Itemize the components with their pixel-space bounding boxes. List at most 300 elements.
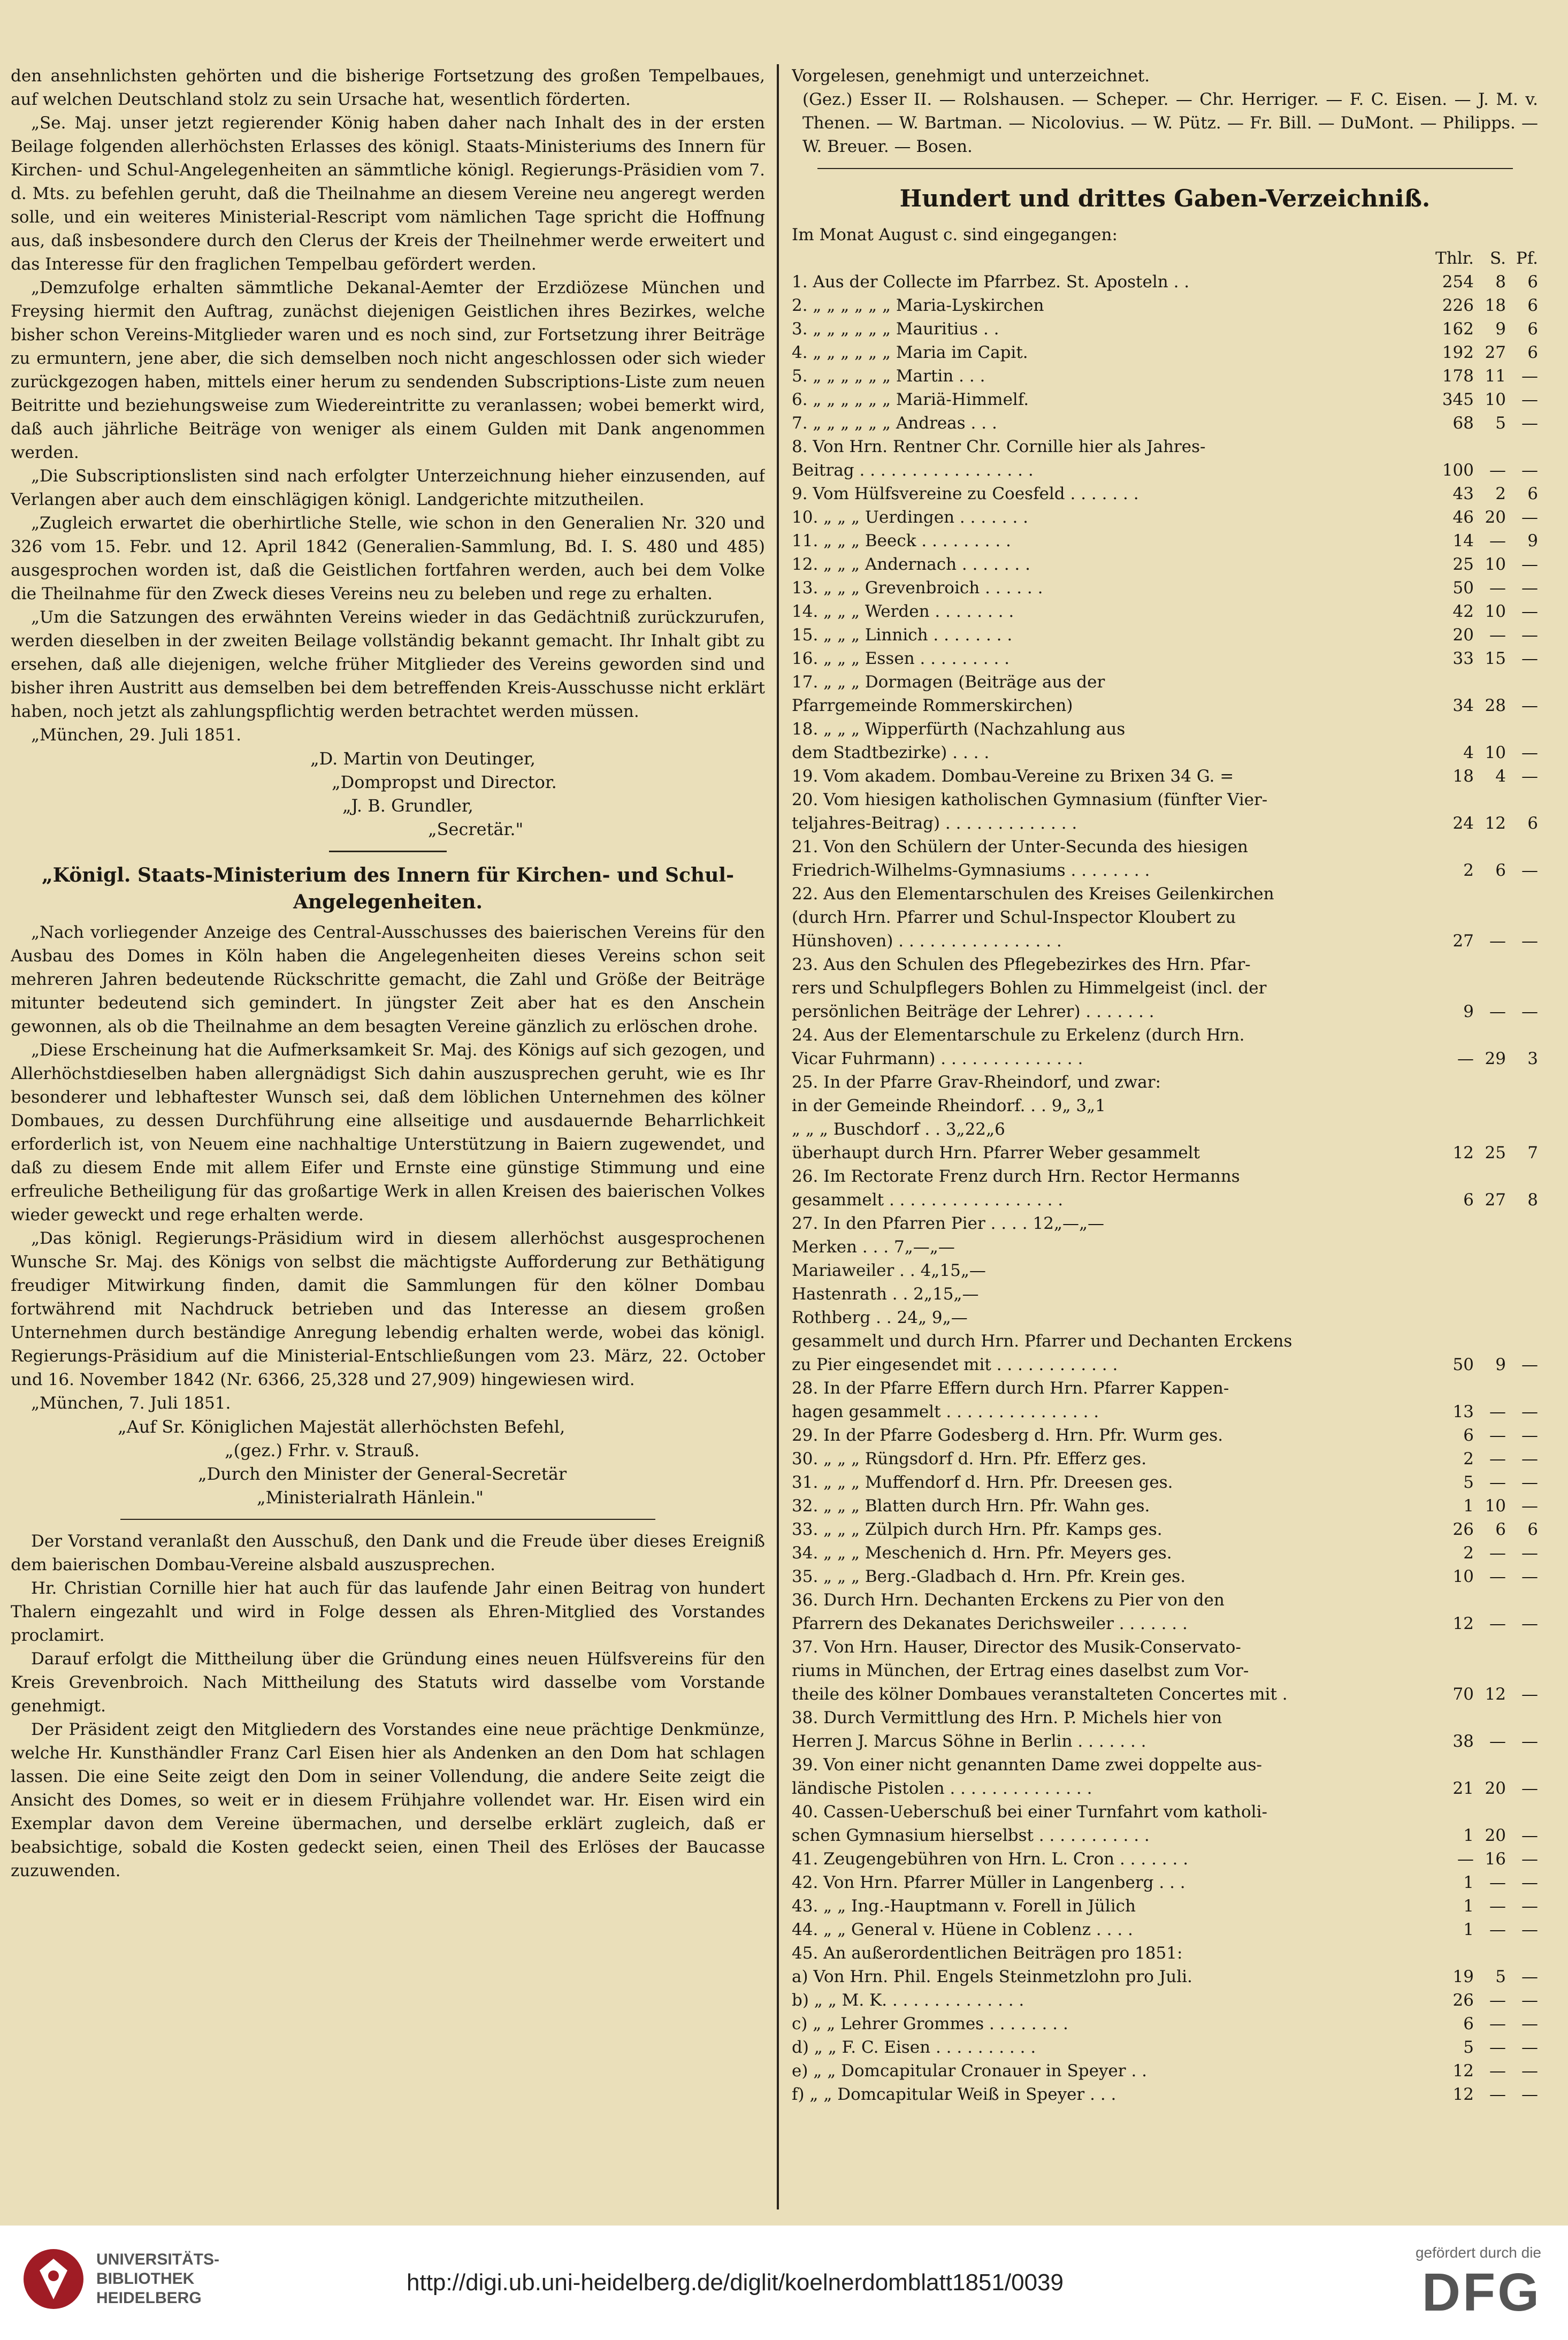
row-text: ländische Pistolen . . . . . . . . . . . . . . xyxy=(792,1779,1092,1798)
row-thlr: 1 xyxy=(1463,1496,1474,1516)
university-seal-icon xyxy=(21,2247,86,2311)
row-s xyxy=(1474,1329,1506,1353)
row-s: 10 xyxy=(1485,390,1506,409)
row-s xyxy=(1474,1282,1506,1306)
row-s: — xyxy=(1489,1991,1506,2010)
row-pf xyxy=(1506,1329,1538,1353)
row-text: Pfarrgemeinde Rommerskirchen) xyxy=(792,696,1073,715)
row-pf: — xyxy=(1521,1732,1538,1751)
row-text: 20. Vom hiesigen katholischen Gymnasium (fünfter Vier- xyxy=(792,790,1268,809)
row-pf xyxy=(1506,1118,1538,1141)
row-pf: — xyxy=(1521,366,1538,386)
row-thlr: 5 xyxy=(1463,2038,1474,2057)
row-thlr xyxy=(1423,1941,1474,1965)
row-s: 20 xyxy=(1485,1826,1506,1845)
row-s: — xyxy=(1489,1402,1506,1421)
table-row xyxy=(792,953,1538,976)
row-s xyxy=(1474,1588,1506,1612)
row-thlr: 46 xyxy=(1452,508,1474,527)
row-pf: 3 xyxy=(1527,1049,1538,1068)
row-text: 5. „ „ „ „ „ „ Martin . . . xyxy=(792,366,985,386)
row-s: 12 xyxy=(1485,814,1506,833)
table-row xyxy=(792,2036,1538,2059)
row-thlr: 12 xyxy=(1452,2061,1474,2081)
table-row xyxy=(792,1282,1538,1306)
table-row xyxy=(792,1235,1538,1259)
section-rule xyxy=(329,851,447,852)
row-thlr: 26 xyxy=(1452,1520,1474,1539)
table-row xyxy=(792,976,1538,1000)
row-thlr: 19 xyxy=(1452,1967,1474,1986)
row-text: 3. „ „ „ „ „ „ Mauritius . . xyxy=(792,319,999,339)
row-text: 1. Aus der Collecte im Pfarrbez. St. Aposteln . . xyxy=(792,272,1190,292)
paragraph: „München, 7. Juli 1851. xyxy=(31,1394,231,1413)
row-s: — xyxy=(1489,578,1506,598)
row-s: 2 xyxy=(1495,484,1506,503)
row-pf xyxy=(1506,1282,1538,1306)
row-text: zu Pier eingesendet mit . . . . . . . . . . . . xyxy=(792,1355,1118,1374)
row-text: dem Stadtbezirke) . . . . xyxy=(792,743,990,762)
row-s xyxy=(1474,953,1506,976)
row-pf: 7 xyxy=(1527,1143,1538,1163)
row-text: 33. „ „ „ Zülpich durch Hrn. Pfr. Kamps ges. xyxy=(792,1520,1162,1539)
right-column xyxy=(792,64,1538,2106)
row-pf: — xyxy=(1521,649,1538,668)
row-thlr xyxy=(1423,1070,1474,1094)
row-thlr xyxy=(1423,1329,1474,1353)
row-s: — xyxy=(1489,531,1506,550)
row-s xyxy=(1474,1259,1506,1282)
row-s xyxy=(1474,976,1506,1000)
row-thlr xyxy=(1423,1235,1474,1259)
row-thlr: 27 xyxy=(1452,931,1474,951)
row-thlr xyxy=(1423,976,1474,1000)
row-text: 11. „ „ „ Beeck . . . . . . . . . xyxy=(792,531,1011,550)
row-pf: — xyxy=(1521,1826,1538,1845)
table-row xyxy=(792,1188,1538,1212)
row-s: 20 xyxy=(1485,1779,1506,1798)
table-row xyxy=(792,1118,1538,1141)
table-row xyxy=(792,1400,1538,1424)
row-thlr: 345 xyxy=(1442,390,1474,409)
table-row xyxy=(792,670,1538,694)
row-pf: 6 xyxy=(1527,272,1538,292)
row-text: gesammelt und durch Hrn. Pfarrer und Dechanten Erckens xyxy=(792,1332,1292,1351)
row-s xyxy=(1474,1094,1506,1118)
row-pf xyxy=(1506,1753,1538,1777)
paragraph: „München, 29. Juli 1851. xyxy=(31,725,242,745)
row-s xyxy=(1474,1659,1506,1683)
row-thlr xyxy=(1423,1706,1474,1730)
row-thlr xyxy=(1423,1800,1474,1824)
donation-list xyxy=(792,270,1538,2106)
signature-line: „Dompropst und Director. xyxy=(332,772,557,792)
row-s xyxy=(1474,1165,1506,1188)
paragraph: den ansehnlichsten gehörten und die bisherige Fortsetzung des großen Tempelbaues, auf welchen Deutschland stolz zu sein Ursache hat, wesentlich förderten. xyxy=(11,66,765,109)
row-thlr: 25 xyxy=(1452,555,1474,574)
row-pf: — xyxy=(1521,625,1538,645)
row-text: 22. Aus den Elementarschulen des Kreises Geilenkirchen xyxy=(792,884,1274,904)
row-s: 27 xyxy=(1485,1190,1506,1210)
row-text: 18. „ „ „ Wipperfürth (Nachzahlung aus xyxy=(792,720,1126,739)
table-row xyxy=(792,929,1538,953)
row-thlr: 34 xyxy=(1452,696,1474,715)
row-pf xyxy=(1506,1306,1538,1329)
row-thlr: 6 xyxy=(1463,2014,1474,2033)
ub-line: BIBLIOTHEK xyxy=(96,2270,195,2288)
row-s: — xyxy=(1489,1543,1506,1563)
row-thlr: 6 xyxy=(1463,1426,1474,1445)
row-thlr: 12 xyxy=(1452,1143,1474,1163)
row-pf: — xyxy=(1521,602,1538,621)
row-text: 10. „ „ „ Uerdingen . . . . . . . xyxy=(792,508,1029,527)
row-thlr xyxy=(1423,1306,1474,1329)
table-row xyxy=(792,1635,1538,1659)
row-pf: — xyxy=(1521,1967,1538,1986)
row-text: 24. Aus der Elementarschule zu Erkelenz (durch Hrn. xyxy=(792,1026,1245,1045)
row-s: — xyxy=(1489,625,1506,645)
paragraph: „Demzufolge erhalten sämmtliche Dekanal-Aemter der Erzdiözese München und Freysing hiermit den Auftrag, zunächst diejenigen Geistlichen ihres Bezirkes, welche bisher schon Vereins-Mitglieder waren und es noch sind, zur Fortsetzung ihrer Beiträge zu ermuntern, jene aber, die sich demselben noch nicht angeschlossen oder sich wieder zurückgezogen haben, mittels einer herum zu sendenden Subscriptions-Liste zum neuen Beitritte und beziehungsweise zum Wiedereintritte zu veranlassen; wobei bemerkt wird, daß auch jährliche Beiträge von weniger als einem Gulden mit Dank angenommen werden. xyxy=(11,278,765,462)
row-text: 4. „ „ „ „ „ „ Maria im Capit. xyxy=(792,343,1028,362)
table-row xyxy=(792,1047,1538,1070)
row-pf: — xyxy=(1521,555,1538,574)
row-s: — xyxy=(1489,1897,1506,1916)
left-paragraphs-1 xyxy=(11,64,765,747)
paragraph: Der Präsident zeigt den Mitgliedern des Vorstandes eine neue prächtige Denkmünze, welche Hr. Kunsthändler Franz Carl Eisen hier als Andenken an den Dom hat schlagen lassen. Die eine Seite zeigt den Dom in seiner Vollendung, die andere Seite zeigt die Ansicht des Domes, so weit er in diesem Frühjahre vollendet war. Hr. Eisen wird ein Exemplar davon dem Vereine übermachen, und derselbe erklärt zugleich, daß er beabsichtige, sobald die Kosten gedeckt seien, einen Theil des Erlöses der Baucasse zuzuwenden. xyxy=(11,1720,765,1880)
row-text: schen Gymnasium hierselbst . . . . . . . . . . . xyxy=(792,1826,1150,1845)
row-s: 15 xyxy=(1485,649,1506,668)
row-thlr xyxy=(1423,717,1474,741)
row-pf: — xyxy=(1521,1426,1538,1445)
row-pf: — xyxy=(1521,1991,1538,2010)
row-pf: — xyxy=(1521,2014,1538,2033)
row-text: 45. An außerordentlichen Beiträgen pro 1851: xyxy=(792,1944,1183,1963)
table-row xyxy=(792,1165,1538,1188)
row-s: 5 xyxy=(1495,1967,1506,1986)
table-row xyxy=(792,270,1538,294)
row-pf: 9 xyxy=(1527,531,1538,550)
ub-line: HEIDELBERG xyxy=(96,2289,202,2307)
row-s: — xyxy=(1489,461,1506,480)
row-s xyxy=(1474,1941,1506,1965)
row-text: 36. Durch Hrn. Dechanten Erckens zu Pier von den xyxy=(792,1590,1225,1610)
row-text: Herren J. Marcus Söhne in Berlin . . . . . . . xyxy=(792,1732,1146,1751)
table-row xyxy=(792,1353,1538,1377)
table-row xyxy=(792,835,1538,859)
row-text: 28. In der Pfarre Effern durch Hrn. Pfarrer Kappen- xyxy=(792,1379,1229,1398)
left-paragraphs-3 xyxy=(11,1530,765,1883)
row-pf xyxy=(1506,1706,1538,1730)
row-pf xyxy=(1506,835,1538,859)
row-s: — xyxy=(1489,1473,1506,1492)
row-pf xyxy=(1506,1588,1538,1612)
row-thlr xyxy=(1423,1212,1474,1235)
table-row xyxy=(792,1377,1538,1400)
table-row xyxy=(792,882,1538,906)
row-thlr xyxy=(1423,835,1474,859)
row-thlr: — xyxy=(1457,1049,1474,1068)
row-text: 31. „ „ „ Muffendorf d. Hrn. Pfr. Dreesen ges. xyxy=(792,1473,1173,1492)
row-s: — xyxy=(1489,1002,1506,1021)
row-text: Vicar Fuhrmann) . . . . . . . . . . . . . . xyxy=(792,1049,1083,1068)
row-thlr xyxy=(1423,1635,1474,1659)
row-text: b) „ „ M. K. . . . . . . . . . . . . . xyxy=(792,1991,1024,2010)
table-row xyxy=(792,1989,1538,2012)
row-pf xyxy=(1506,906,1538,929)
row-s xyxy=(1474,1753,1506,1777)
row-thlr xyxy=(1423,1659,1474,1683)
row-s xyxy=(1474,1212,1506,1235)
row-text: (durch Hrn. Pfarrer und Schul-Inspector Kloubert zu xyxy=(792,908,1236,927)
row-text: 30. „ „ „ Rüngsdorf d. Hrn. Pfr. Efferz ges. xyxy=(792,1449,1147,1469)
table-row xyxy=(792,1941,1538,1965)
row-thlr xyxy=(1423,1259,1474,1282)
table-row xyxy=(792,1777,1538,1800)
signature-line: „D. Martin von Deutinger, xyxy=(310,748,536,769)
paragraph: „Die Subscriptionslisten sind nach erfolgter Unterzeichnung hieher einzusenden, auf Verlangen aber auch dem einschlägigen königl. Landgerichte mitzutheilen. xyxy=(11,467,765,509)
row-text: in der Gemeinde Rheindorf. . . 9„ 3„1 xyxy=(792,1096,1106,1115)
row-thlr: 14 xyxy=(1452,531,1474,550)
funded-by-label: gefördert durch die xyxy=(1415,2244,1541,2261)
row-pf: — xyxy=(1521,578,1538,598)
table-row xyxy=(792,1683,1538,1706)
table-row xyxy=(792,764,1538,788)
footer-bar xyxy=(0,2226,1568,2340)
row-pf xyxy=(1506,1377,1538,1400)
row-text: „ „ „ Buschdorf . . 3„22„6 xyxy=(792,1120,1005,1139)
row-thlr: 6 xyxy=(1463,1190,1474,1210)
left-paragraphs-2 xyxy=(11,921,765,1415)
row-thlr: 12 xyxy=(1452,1614,1474,1633)
section-rule xyxy=(817,168,1513,169)
row-pf: — xyxy=(1521,1685,1538,1704)
row-s: — xyxy=(1489,2014,1506,2033)
paragraph: (Gez.) Esser II. — Rolshausen. — Scheper. — Chr. Herriger. — F. C. Eisen. — J. M. v. Thenen. — W. Bartman. — Nicolovius. — W. Pütz. — Fr. Bill. — DuMont. — Philipps. — W. Breuer. — Bosen. xyxy=(802,90,1538,156)
table-row xyxy=(792,623,1538,647)
row-s: 28 xyxy=(1485,696,1506,715)
row-pf: — xyxy=(1521,2085,1538,2104)
paragraph: „Se. Maj. unser jetzt regierender König haben daher nach Inhalt des in der ersten Beilage folgenden allerhöchsten Erlasses des königl. Staats-Ministeriums des Innern für Kirchen- und Schul-Angelegenheiten an sämmtliche königl. Regierungs-Präsidien vom 7. d. Mts. zu befehlen geruht, daß die Theilnahme an diesem Vereine neu angeregt werden solle, und ein weiteres Ministerial-Rescript vom nämlichen Tage spricht die Hoffnung aus, daß insbesondere durch den Clerus der Kreis der Theilnehmer werde erweitert und das Interesse für den fraglichen Tempelbau gefördert werden. xyxy=(11,113,765,274)
row-thlr: 2 xyxy=(1463,861,1474,880)
row-pf: — xyxy=(1521,1402,1538,1421)
row-thlr: 26 xyxy=(1452,1991,1474,2010)
row-s: 10 xyxy=(1485,555,1506,574)
row-thlr xyxy=(1423,670,1474,694)
row-pf: 6 xyxy=(1527,1520,1538,1539)
row-text: 32. „ „ „ Blatten durch Hrn. Pfr. Wahn ges. xyxy=(792,1496,1150,1516)
row-thlr: 10 xyxy=(1452,1567,1474,1586)
row-text: 14. „ „ „ Werden . . . . . . . . xyxy=(792,602,1014,621)
row-text: 2. „ „ „ „ „ „ Maria-Lyskirchen xyxy=(792,296,1044,315)
row-thlr: 5 xyxy=(1463,1473,1474,1492)
row-pf: — xyxy=(1521,1002,1538,1021)
table-row xyxy=(792,1565,1538,1588)
table-row xyxy=(792,694,1538,717)
row-pf: — xyxy=(1521,1355,1538,1374)
row-s xyxy=(1474,1800,1506,1824)
row-s: — xyxy=(1489,1449,1506,1469)
row-s: — xyxy=(1489,931,1506,951)
row-thlr: 13 xyxy=(1452,1402,1474,1421)
column-divider xyxy=(777,64,779,2209)
dfg-mark: DFG xyxy=(1421,2262,1541,2322)
table-row xyxy=(792,1494,1538,1518)
row-thlr: 21 xyxy=(1452,1779,1474,1798)
table-row xyxy=(792,1541,1538,1565)
row-thlr: 254 xyxy=(1442,272,1474,292)
table-row xyxy=(792,1824,1538,1847)
row-pf: — xyxy=(1521,1897,1538,1916)
row-thlr xyxy=(1423,1377,1474,1400)
row-pf xyxy=(1506,953,1538,976)
signature-line: „Ministerialrath Hänlein." xyxy=(257,1487,484,1508)
row-text: 42. Von Hrn. Pfarrer Müller in Langenberg . . . xyxy=(792,1873,1185,1892)
row-pf: — xyxy=(1521,696,1538,715)
row-thlr xyxy=(1423,953,1474,976)
source-url[interactable]: http://digi.ub.uni-heidelberg.de/diglit/koelnerdomblatt1851/0039 xyxy=(407,2269,1064,2296)
row-thlr xyxy=(1423,1094,1474,1118)
row-pf: — xyxy=(1521,414,1538,433)
row-pf xyxy=(1506,1165,1538,1188)
row-text: 23. Aus den Schulen des Pflegebezirkes des Hrn. Pfar- xyxy=(792,955,1251,974)
row-thlr xyxy=(1423,1023,1474,1047)
table-row xyxy=(792,364,1538,388)
row-pf: — xyxy=(1521,931,1538,951)
row-pf xyxy=(1506,1094,1538,1118)
table-row xyxy=(792,1141,1538,1165)
row-text: 43. „ „ Ing.-Hauptmann v. Forell in Jülich xyxy=(792,1897,1136,1916)
row-thlr xyxy=(1423,1118,1474,1141)
row-pf xyxy=(1506,717,1538,741)
column-headers xyxy=(792,247,1538,270)
row-text: riums in München, der Ertrag eines daselbst zum Vor- xyxy=(792,1661,1249,1680)
table-row xyxy=(792,647,1538,670)
row-thlr: 162 xyxy=(1442,319,1474,339)
row-thlr: 2 xyxy=(1463,1543,1474,1563)
row-pf: — xyxy=(1521,1567,1538,1586)
row-s xyxy=(1474,1306,1506,1329)
row-s: 9 xyxy=(1495,1355,1506,1374)
row-pf xyxy=(1506,1800,1538,1824)
row-s: 12 xyxy=(1485,1685,1506,1704)
paragraph: „Nach vorliegender Anzeige des Central-Ausschusses des baierischen Vereins für den Ausbau des Domes in Köln haben die Angelegenheiten dieses Vereins schon seit mehreren Jahren bedeutende Rückschritte gemacht, die Zahl und Größe der Beiträge mitunter bedeutend sich gemindert. In jüngster Zeit aber hat es den Anschein gewonnen, als ob die Theilnahme an dem besagten Vereine gänzlich zu erlöschen drohe. xyxy=(11,923,765,1036)
row-text: 21. Von den Schülern der Unter-Secunda des hiesigen xyxy=(792,837,1248,857)
table-row xyxy=(792,1965,1538,1989)
paragraph: „Das königl. Regierungs-Präsidium wird in diesem allerhöchst ausgesprochenen Wunsche Sr. Maj. des Königs von selbst die mächtigste Aufforderung zur Bethätigung freudiger Mitwirkung finden, damit die Sammlungen für den kölner Dombau fortwährend mit Nachdruck betrieben und das Interesse an diesem großen Unternehmen durch beständige Anregung lebendig erhalten werde, wobei das königl. Regierungs-Präsidium auf die Ministerial-Entschließungen vom 23. März, 22. October und 16. November 1842 (Nr. 6366, 25,328 und 27,909) hingewiesen wird. xyxy=(11,1229,765,1389)
table-row xyxy=(792,1329,1538,1353)
row-thlr: 2 xyxy=(1463,1449,1474,1469)
row-pf: — xyxy=(1521,767,1538,786)
row-thlr: 1 xyxy=(1463,1873,1474,1892)
row-thlr xyxy=(1423,1165,1474,1188)
row-s: 11 xyxy=(1485,366,1506,386)
row-text: 8. Von Hrn. Rentner Chr. Cornille hier als Jahres- xyxy=(792,437,1206,456)
section-rule xyxy=(120,1519,655,1520)
table-row xyxy=(792,1471,1538,1494)
table-row xyxy=(792,317,1538,341)
row-pf xyxy=(1506,1023,1538,1047)
row-pf: — xyxy=(1521,861,1538,880)
paragraph: Der Vorstand veranlaßt den Ausschuß, den Dank und die Freude über dieses Ereigniß dem baierischen Dombau-Vereine alsbald auszusprechen. xyxy=(11,1532,765,1574)
row-s xyxy=(1474,1118,1506,1141)
row-s: 16 xyxy=(1485,1849,1506,1869)
row-s xyxy=(1474,1706,1506,1730)
paragraph: „Zugleich erwartet die oberhirtliche Stelle, wie schon in den Generalien Nr. 320 und 326 vom 15. Febr. und 12. April 1842 (Generalien-Sammlung, Bd. I. S. 480 und 485) ausgesprochen worden ist, daß die Geistlichen fortfahren werden, auch bei dem Volke die Theilnahme für den Zweck dieses Vereins neu zu beleben und rege zu erhalten. xyxy=(11,514,765,603)
table-row xyxy=(792,458,1538,482)
row-thlr: 20 xyxy=(1452,625,1474,645)
row-pf: — xyxy=(1521,508,1538,527)
table-row xyxy=(792,1023,1538,1047)
paragraph: „Um die Satzungen des erwähnten Vereins wieder in das Gedächtniß zurückzurufen, werden dieselben in der zweiten Beilage vollständig bekannt gemacht. Ihr Inhalt gibt zu ersehen, daß alle diejenigen, welche früher Mitglieder des Vereins geworden sind und bisher ihren Austritt aus demselben bei dem betreffenden Kreis-Ausschusse nicht erklärt haben, noch jetzt als zahlungspflichtig werden betrachtet werden müssen. xyxy=(11,608,765,721)
row-s: 20 xyxy=(1485,508,1506,527)
row-text: Mariaweiler . . 4„15„— xyxy=(792,1261,986,1280)
table-row xyxy=(792,1706,1538,1730)
row-s xyxy=(1474,1070,1506,1094)
row-s xyxy=(1474,835,1506,859)
ub-heidelberg-logo xyxy=(21,2247,219,2311)
row-text: Hastenrath . . 2„15„— xyxy=(792,1284,979,1304)
row-text: überhaupt durch Hrn. Pfarrer Weber gesammelt xyxy=(792,1143,1200,1163)
row-thlr xyxy=(1423,435,1474,458)
table-row xyxy=(792,2012,1538,2036)
row-text: gesammelt . . . . . . . . . . . . . . . . . xyxy=(792,1190,1064,1210)
row-thlr: 68 xyxy=(1452,414,1474,433)
row-pf: — xyxy=(1521,1614,1538,1633)
row-pf xyxy=(1506,670,1538,694)
row-thlr: 1 xyxy=(1463,1826,1474,1845)
row-s: 8 xyxy=(1495,272,1506,292)
row-pf: 6 xyxy=(1527,319,1538,339)
row-pf: — xyxy=(1521,1449,1538,1469)
table-row xyxy=(792,1871,1538,1894)
row-s: 25 xyxy=(1485,1143,1506,1163)
row-s xyxy=(1474,1023,1506,1047)
signature-line: „Secretär." xyxy=(428,819,524,839)
row-thlr xyxy=(1423,906,1474,929)
row-text: f) „ „ Domcapitular Weiß in Speyer . . . xyxy=(792,2085,1116,2104)
row-text: 26. Im Rectorate Frenz durch Hrn. Rector Hermanns xyxy=(792,1167,1240,1186)
paragraph: „Diese Erscheinung hat die Aufmerksamkeit Sr. Maj. des Königs auf sich gezogen, und Allerhöchstdieselben haben allergnädigst Sich dahin auszusprechen geruht, wie es Ihr besonderer und lebhaftester Wunsch sei, daß dem löblichen Unternehmen des kölner Dombaues, zu dessen Durchführung eine allseitige und ausdauernde Beharrlichkeit erforderlich ist, von Neuem eine nachhaltige Unterstützung in Baiern zugewendet, und daß zu diesem Ende mit allem Eifer und Ernste eine günstige Stimmung und eine erfreuliche Betheiligung für das großartige Werk in allen Kreisen des baierischen Volkes wieder geweckt und rege erhalten werde. xyxy=(11,1041,765,1225)
row-pf xyxy=(1506,1635,1538,1659)
row-thlr: 42 xyxy=(1452,602,1474,621)
row-thlr xyxy=(1423,1753,1474,1777)
table-row xyxy=(792,435,1538,458)
signature-line: „Durch den Minister der General-Secretär xyxy=(198,1464,567,1484)
row-text: rers und Schulpflegers Bohlen zu Himmelgeist (incl. der xyxy=(792,978,1267,998)
row-thlr: 33 xyxy=(1452,649,1474,668)
row-s: — xyxy=(1489,2038,1506,2057)
col-head-pf: Pf. xyxy=(1516,249,1538,268)
row-pf xyxy=(1506,435,1538,458)
signature-line: „(gez.) Frhr. v. Strauß. xyxy=(225,1440,420,1460)
row-pf xyxy=(1506,1212,1538,1235)
row-s xyxy=(1474,906,1506,929)
ministry-heading: „Königl. Staats-Ministerium des Innern für Kirchen- und Schul-Angelegenheiten. xyxy=(41,864,735,913)
row-text: c) „ „ Lehrer Grommes . . . . . . . . xyxy=(792,2014,1068,2033)
row-thlr: 192 xyxy=(1442,343,1474,362)
row-thlr: 38 xyxy=(1452,1732,1474,1751)
list-subtitle: Im Monat August c. sind eingegangen: xyxy=(792,225,1118,244)
row-thlr: 70 xyxy=(1452,1685,1474,1704)
row-text: 35. „ „ „ Berg.-Gladbach d. Hrn. Pfr. Krein ges. xyxy=(792,1567,1186,1586)
row-pf: — xyxy=(1521,1920,1538,1939)
row-s: — xyxy=(1489,1567,1506,1586)
row-s xyxy=(1474,1235,1506,1259)
table-row xyxy=(792,1753,1538,1777)
row-text: 37. Von Hrn. Hauser, Director des Musik-Conservato- xyxy=(792,1638,1241,1657)
row-pf xyxy=(1506,1659,1538,1683)
row-thlr xyxy=(1423,1588,1474,1612)
